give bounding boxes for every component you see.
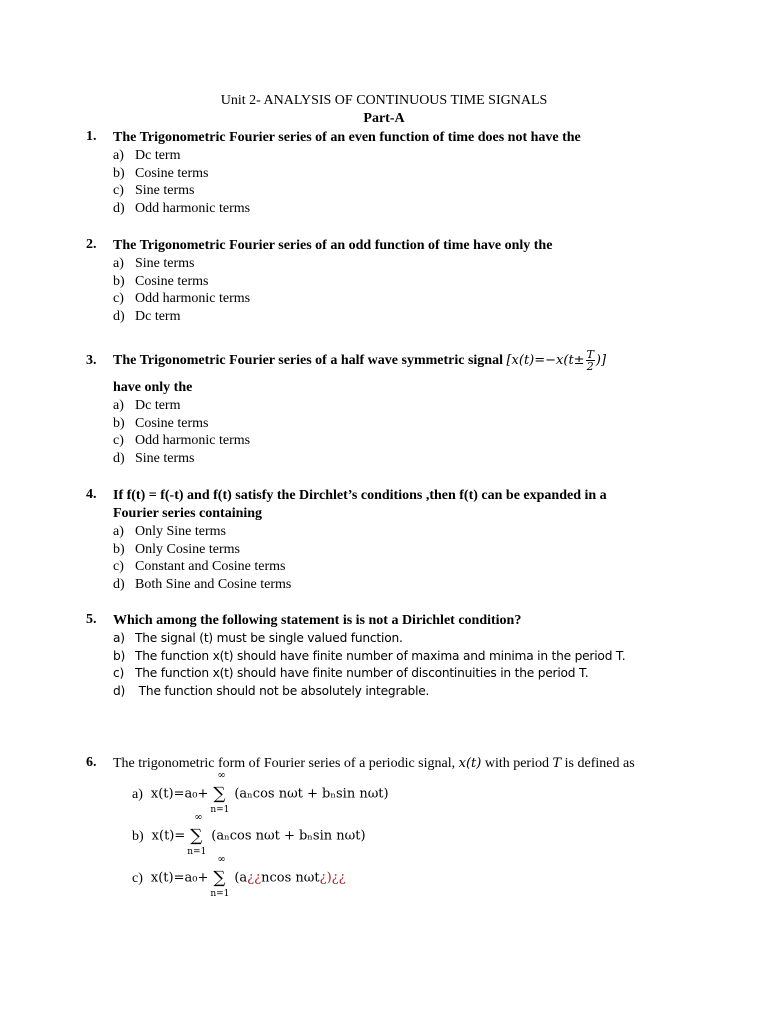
fraction: $\frac{T}{2}$ [586, 348, 594, 373]
option-list [113, 397, 746, 468]
question-text-cont: Fourier series containing [113, 506, 263, 521]
option-c [113, 290, 746, 308]
garbled-glyphs: ¿¿ [247, 870, 262, 886]
summation-symbol: ∑ ∞ n=1 [187, 812, 207, 857]
option-text: Dc term [135, 309, 181, 325]
option-a [113, 147, 746, 165]
option-b [113, 165, 746, 183]
unit-title: Unit 2- ANALYSIS OF CONTINUOUS TIME SIGNALS [220, 93, 548, 108]
option-label: a) [113, 631, 125, 645]
question-number: 1. [86, 129, 97, 144]
option-text: Cosine terms [135, 273, 209, 289]
option-d [113, 308, 746, 326]
option-label: b) [113, 541, 125, 557]
question-text: Which among the following statement is is not a Dirichlet condition? [113, 613, 522, 628]
signal-symbol: x(t) [458, 756, 482, 771]
question-number: 6. [86, 755, 97, 770]
option-a [113, 255, 746, 273]
period-symbol: T [552, 756, 562, 771]
question-text: The Trigonometric Fourier series of an odd function of time have only the [113, 238, 553, 253]
option-a [113, 397, 746, 415]
equation-a [132, 770, 389, 815]
option-b [113, 273, 746, 291]
option-text: Only Cosine terms [135, 541, 240, 557]
option-label: d) [113, 201, 125, 217]
option-text: Dc term [135, 148, 181, 163]
option-text: Cosine terms [135, 415, 209, 431]
summation-symbol: ∑ ∞ n=1 [210, 854, 230, 899]
option-text: Odd harmonic terms [135, 433, 251, 449]
option-text: The signal (t) must be single valued function. [135, 631, 403, 645]
equation-b [132, 812, 366, 857]
option-d [113, 450, 746, 468]
option-d [113, 576, 746, 594]
garbled-glyphs: ¿)¿¿ [319, 870, 346, 886]
eq-lhs: x(t)= [151, 828, 186, 844]
option-label: c) [113, 433, 124, 449]
option-list [113, 630, 746, 701]
eq-lhs: x(t)=a₀+ [150, 870, 209, 886]
option-text: Odd harmonic terms [135, 291, 251, 307]
option-list [113, 147, 746, 218]
eq-rhs: (aₙcos nωt + bₙsin nωt) [211, 828, 366, 844]
summation-symbol: ∑ ∞ n=1 [210, 770, 230, 815]
question-2 [86, 237, 746, 326]
option-text: Dc term [135, 398, 181, 413]
question-5 [86, 612, 746, 701]
option-label: a) [113, 398, 124, 413]
option-label: c) [132, 870, 143, 886]
option-label: c) [113, 291, 124, 307]
question-number: 3. [86, 353, 97, 368]
question-number: 2. [86, 237, 97, 252]
option-c [113, 665, 746, 683]
option-b [113, 415, 746, 433]
question-text-line [113, 344, 746, 378]
option-text: Sine terms [135, 451, 195, 467]
option-label: b) [113, 273, 125, 289]
question-4 [86, 487, 746, 594]
half-wave-condition: [x(t)=−x(t± $\frac{T}{2}$ )] [506, 348, 607, 373]
equation-c [132, 854, 346, 899]
question-1 [86, 129, 746, 218]
question-text: The Trigonometric Fourier series of a half wave symmetric signal [113, 353, 503, 368]
option-c [113, 432, 746, 450]
option-label: a) [113, 148, 124, 163]
option-label: b) [113, 648, 126, 663]
option-label: b) [113, 415, 125, 431]
option-label: c) [113, 666, 125, 681]
option-text: Sine terms [135, 183, 195, 199]
option-text: Odd harmonic terms [135, 201, 251, 217]
option-label: c) [113, 183, 124, 199]
option-c [113, 182, 746, 200]
option-text: Both Sine and Cosine terms [135, 577, 292, 593]
eq-rhs: (aₙcos nωt + bₙsin nωt) [234, 786, 389, 802]
question-text: The Trigonometric Fourier series of an even function of time does not have the [113, 130, 581, 145]
option-list [113, 255, 746, 326]
option-label: a) [113, 524, 124, 539]
option-label: b) [113, 165, 125, 181]
option-label: d) [113, 684, 126, 699]
option-label: d) [113, 451, 125, 467]
option-list [113, 523, 746, 594]
option-label: d) [113, 309, 125, 325]
option-text: The function should not be absolutely integrable. [135, 684, 430, 699]
option-d [113, 200, 746, 218]
option-text: Only Sine terms [135, 524, 226, 539]
question-3 [86, 344, 746, 468]
option-text: Constant and Cosine terms [135, 559, 286, 575]
option-d [113, 683, 746, 701]
option-c [113, 558, 746, 576]
question-text: The trigonometric form of Fourier series of a periodic signal, x(t) with period T is defined as [113, 756, 635, 771]
eq-lhs: x(t)=a₀+ [150, 786, 209, 802]
option-a [113, 630, 746, 648]
option-b [113, 541, 746, 559]
question-text-cont: have only the [113, 380, 193, 395]
question-text: If f(t) = f(-t) and f(t) satisfy the Dirchlet’s conditions ,then f(t) can be expanded in a [113, 488, 607, 503]
question-6 [86, 755, 746, 773]
option-text: The function x(t) should have finite number of discontinuities in the period T. [135, 666, 589, 681]
question-number: 5. [86, 612, 97, 627]
option-label: d) [113, 577, 125, 593]
option-label: b) [132, 828, 144, 844]
option-text: The function x(t) should have finite number of maxima and minima in the period T. [135, 648, 626, 663]
option-text: Sine terms [135, 256, 195, 271]
option-label: c) [113, 559, 124, 575]
option-text: Cosine terms [135, 165, 209, 181]
option-label: a) [113, 256, 124, 271]
option-a [113, 523, 746, 541]
question-number: 4. [86, 487, 97, 502]
option-b [113, 648, 746, 666]
part-heading: Part-A [363, 111, 405, 126]
eq-rhs: (a¿¿ncos nωt¿)¿¿ [234, 870, 346, 886]
option-label: a) [132, 786, 143, 802]
